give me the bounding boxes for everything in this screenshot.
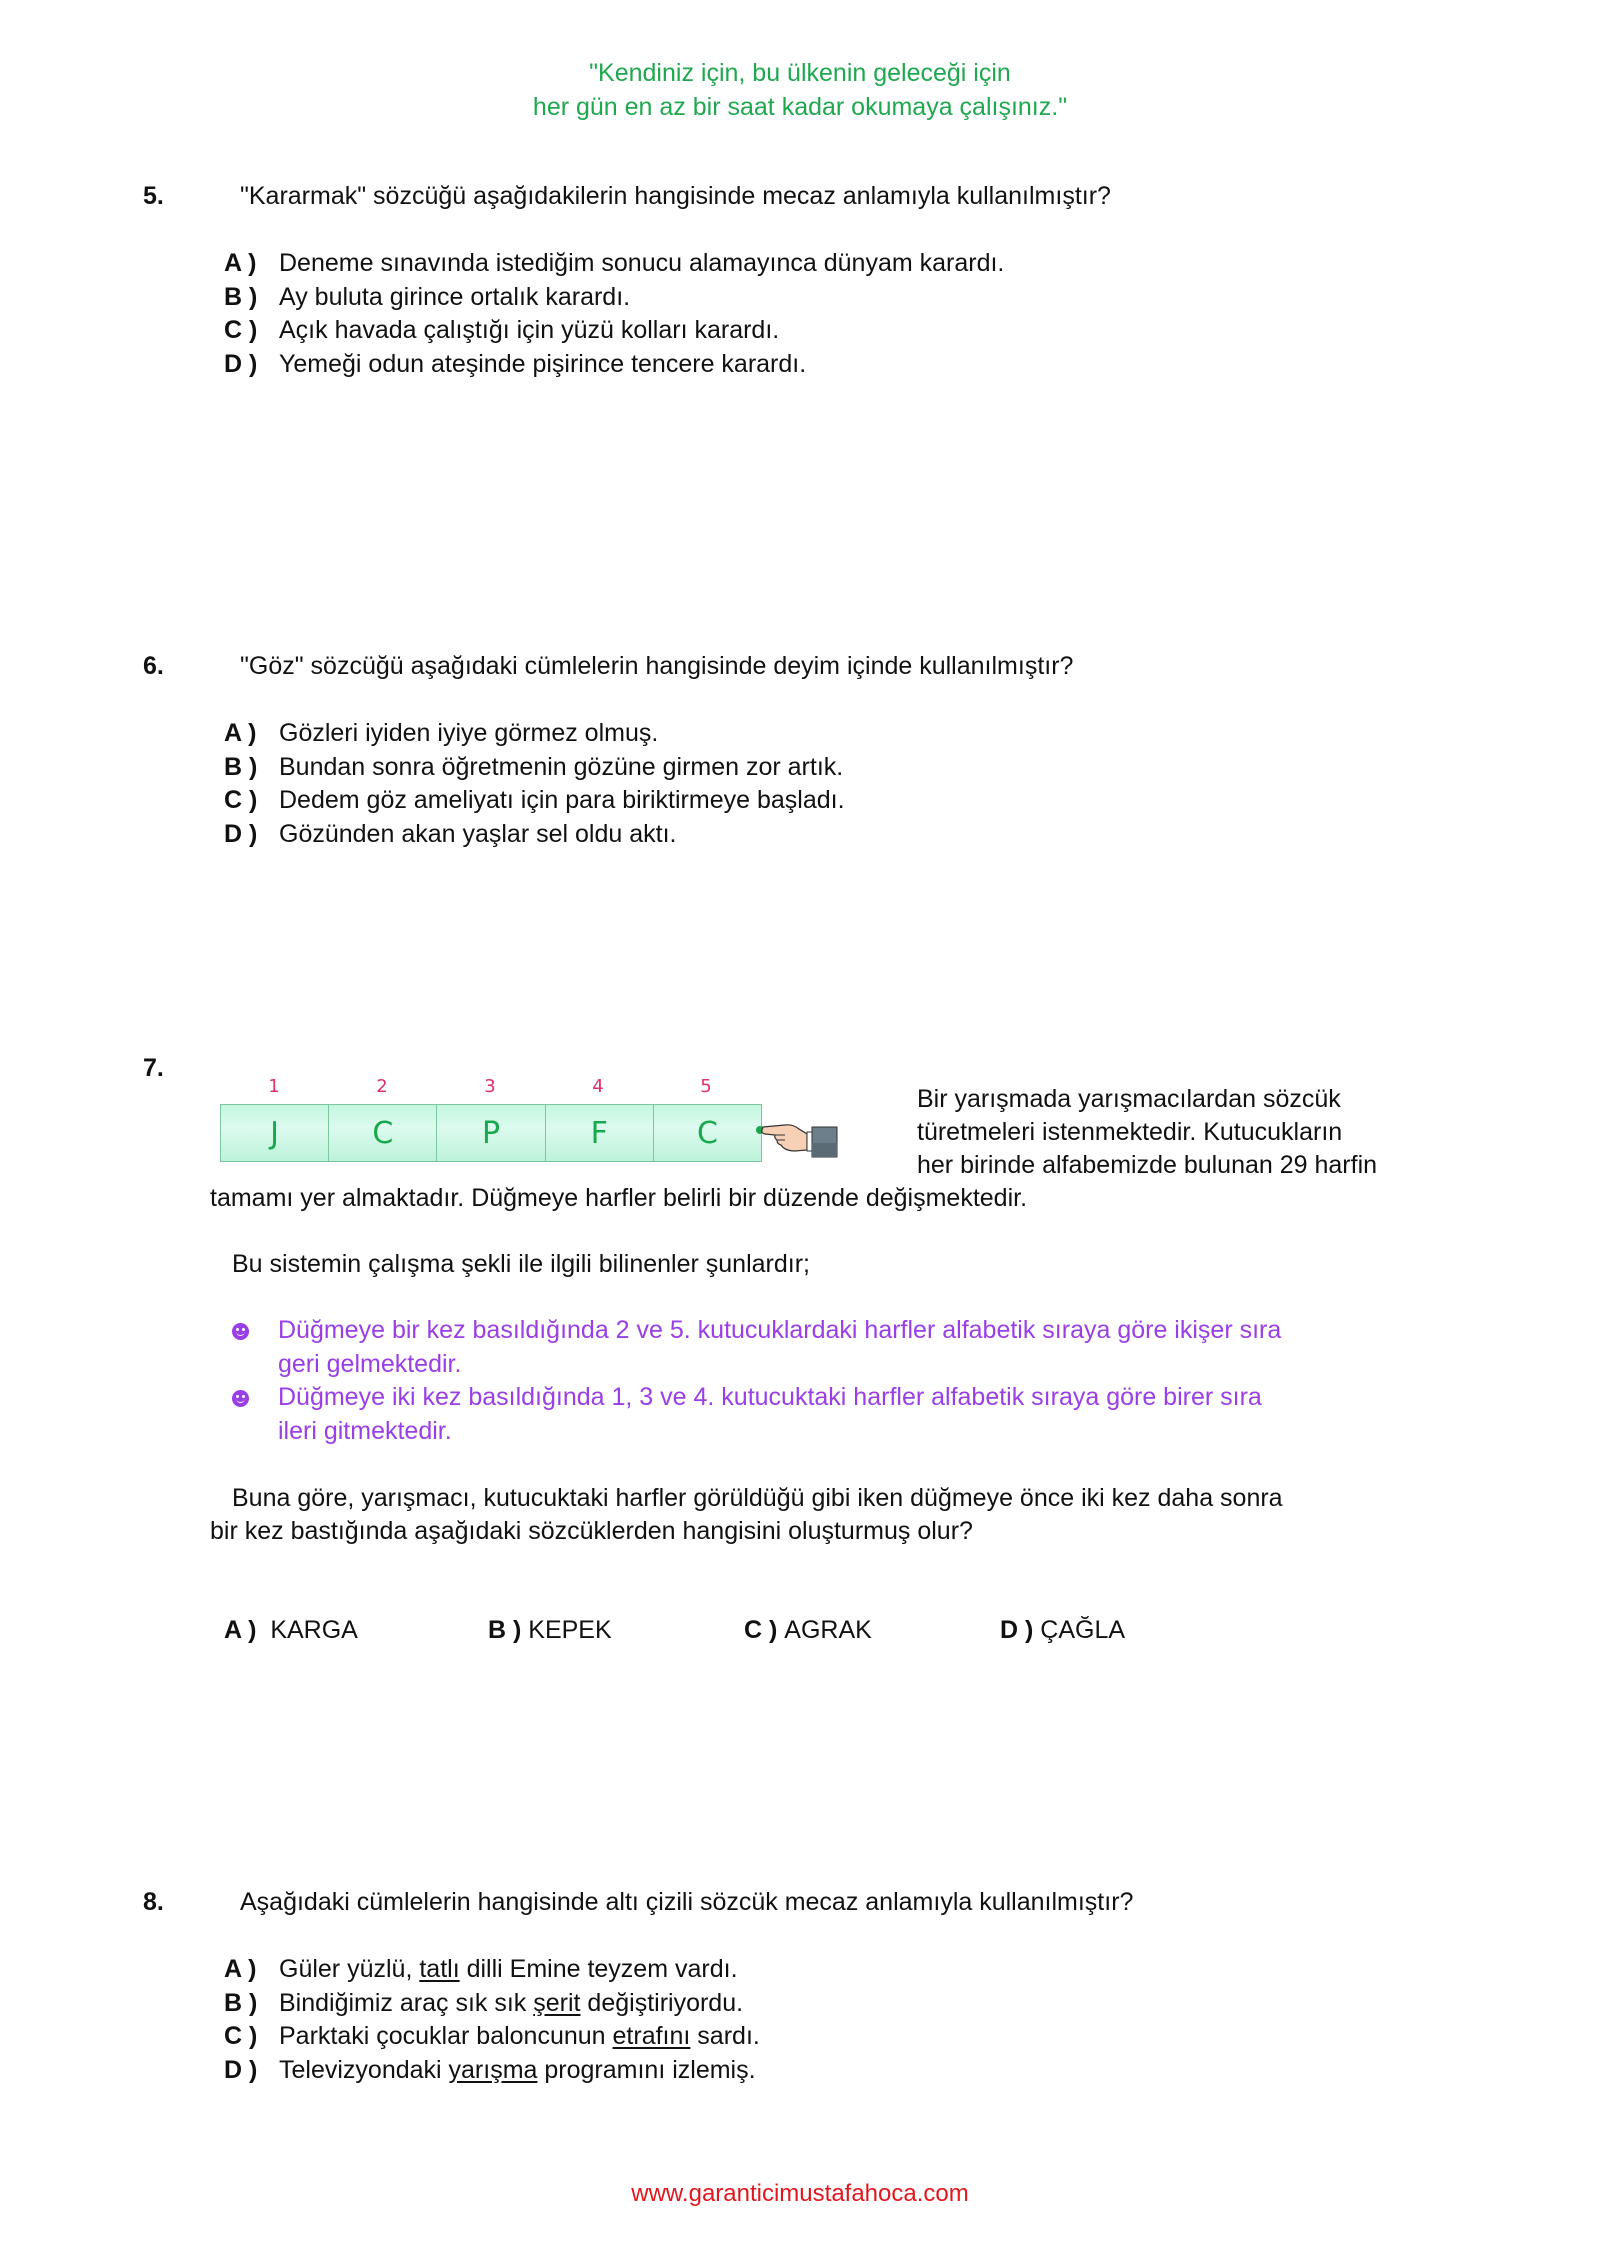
underlined-word: tatlı: [419, 1955, 460, 1983]
option-b[interactable]: [224, 1987, 760, 2021]
option-letter: C ): [224, 786, 258, 814]
option-text-post: dilli Emine teyzem vardı.: [459, 1955, 738, 1983]
option-letter: B ): [224, 752, 258, 781]
option-text: Deneme sınavında istediğim sonucu alamayınca dünyam karardı.: [279, 249, 1005, 277]
letter-box-4: F: [546, 1105, 654, 1161]
rules-intro: Bu sistemin çalışma şekli ile ilgili bilinenler şunlardır;: [232, 1250, 810, 1278]
rule-line: Düğmeye iki kez basıldığında 1, 3 ve 4. kutucuktaki harfler alfabetik sıraya göre birer sıra: [278, 1383, 1262, 1411]
rule-line: Düğmeye bir kez basıldığında 2 ve 5. kutucuklardaki harfler alfabetik sıraya göre ikişer sıra: [278, 1316, 1282, 1344]
option-letter: C ): [224, 2022, 258, 2050]
option-text-pre: Bindiğimiz araç sık sık: [279, 1988, 534, 2017]
quote-line-1: "Kendiniz için, bu ülkenin geleceği için: [589, 59, 1011, 87]
option-letter: B ): [224, 1988, 258, 2017]
underlined-word: etrafını: [612, 2022, 691, 2050]
rule-line: ileri gitmektedir.: [278, 1416, 452, 1445]
letter-box-2: C: [329, 1105, 437, 1161]
question-number: 7.: [143, 1054, 164, 1082]
option-letter: A ): [224, 1955, 257, 1983]
option-d[interactable]: [224, 818, 845, 852]
question-number: 6.: [143, 652, 164, 680]
underlined-word: yarışma: [448, 2055, 538, 2084]
option-text: Bundan sonra öğretmenin gözüne girmen zor artık.: [279, 752, 844, 781]
option-c[interactable]: [224, 2020, 760, 2054]
option-b[interactable]: [224, 281, 1004, 315]
rules-list: [230, 1314, 1418, 1448]
option-d[interactable]: [1000, 1616, 1125, 1645]
smiley-bullet-icon: [232, 1323, 249, 1340]
option-letter: C ): [224, 316, 258, 344]
options-list: [224, 1953, 760, 2087]
option-letter: B ): [488, 1616, 522, 1644]
option-letter: C ): [744, 1616, 778, 1644]
pointing-hand-icon: [755, 1110, 855, 1160]
option-text-pre: Parktaki çocuklar baloncunun: [279, 2022, 613, 2050]
option-a[interactable]: [224, 717, 845, 751]
option-text-pre: Televizyondaki: [279, 2055, 449, 2084]
letter-box-row: [220, 1104, 762, 1162]
underlined-word: şerit: [533, 1988, 581, 2017]
option-letter: D ): [1000, 1616, 1034, 1644]
box-number: 5: [700, 1076, 712, 1097]
option-letter: D ): [224, 2055, 258, 2084]
options-list: [224, 247, 1004, 381]
letter-box-5: C: [696, 1115, 718, 1151]
option-text: Açık havada çalıştığı için yüzü kolları karardı.: [279, 316, 780, 344]
options-list: [224, 717, 845, 851]
box-number-row: [220, 1076, 760, 1097]
option-b[interactable]: [224, 751, 845, 785]
box-number: 2: [376, 1076, 388, 1097]
option-a[interactable]: [224, 1953, 760, 1987]
letter-box-1: J: [221, 1105, 329, 1161]
option-text: Gözleri iyiden iyiye görmez olmuş.: [279, 719, 659, 747]
box-number: 3: [484, 1076, 496, 1097]
option-a[interactable]: [224, 1616, 358, 1645]
option-text: KARGA: [270, 1616, 358, 1644]
option-text-pre: Güler yüzlü,: [279, 1955, 420, 1983]
option-d[interactable]: [224, 2054, 760, 2088]
option-text: Yemeği odun ateşinde pişirince tencere karardı.: [279, 349, 807, 378]
letter-box-3: P: [437, 1105, 545, 1161]
quote-line-2: her gün en az bir saat kadar okumaya çalışınız.": [532, 93, 1068, 121]
rule-item: [230, 1314, 1418, 1381]
question-line-2: bir kez bastığında aşağıdaki sözcüklerden hangisini oluşturmuş olur?: [210, 1517, 973, 1545]
intro-line-1: Bir yarışmada yarışmacılardan sözcük: [917, 1085, 1341, 1113]
option-c[interactable]: [744, 1616, 872, 1645]
option-text: AGRAK: [784, 1616, 872, 1644]
rule-item: [230, 1381, 1418, 1448]
intro-line-4: tamamı yer almaktadır. Düğmeye harfler belirli bir düzende değişmektedir.: [210, 1184, 1028, 1212]
option-a[interactable]: [224, 247, 1004, 281]
option-text-post: sardı.: [690, 2022, 760, 2050]
question-text: "Göz" sözcüğü aşağıdaki cümlelerin hangisinde deyim içinde kullanılmıştır?: [240, 652, 1074, 680]
option-text-post: değiştiriyordu.: [580, 1988, 744, 2017]
option-d[interactable]: [224, 348, 1004, 382]
option-text-post: programını izlemiş.: [537, 2055, 756, 2084]
option-c[interactable]: [224, 784, 845, 818]
question-line-1: Buna göre, yarışmacı, kutucuktaki harfler görüldüğü gibi iken düğmeye önce iki kez daha sonra: [232, 1484, 1283, 1512]
motivational-quote: [0, 56, 1600, 124]
question-number: 5.: [143, 182, 164, 210]
option-text: Gözünden akan yaşlar sel oldu aktı.: [279, 819, 677, 848]
option-text: ÇAĞLA: [1040, 1616, 1126, 1644]
box-number: 1: [268, 1076, 280, 1097]
option-text: KEPEK: [528, 1616, 612, 1644]
smiley-bullet-icon: [232, 1390, 249, 1407]
option-letter: A ): [224, 249, 257, 277]
option-letter: A ): [224, 719, 257, 747]
option-b[interactable]: [488, 1616, 612, 1645]
box-number: 4: [592, 1076, 604, 1097]
option-text: Ay buluta girince ortalık karardı.: [279, 282, 631, 311]
footer-website-link[interactable]: www.garanticimustafahoca.com: [631, 2180, 969, 2207]
option-c[interactable]: [224, 314, 1004, 348]
intro-line-3: her birinde alfabemizde bulunan 29 harfin: [917, 1151, 1378, 1179]
option-letter: B ): [224, 282, 258, 311]
option-letter: D ): [224, 819, 258, 848]
rule-line: geri gelmektedir.: [278, 1349, 462, 1378]
question-number: 8.: [143, 1888, 164, 1916]
option-letter: A ): [224, 1616, 257, 1644]
option-text: Dedem göz ameliyatı için para biriktirmeye başladı.: [279, 786, 845, 814]
intro-line-2: türetmeleri istenmektedir. Kutucukların: [917, 1118, 1343, 1146]
question-text: Aşağıdaki cümlelerin hangisinde altı çizili sözcük mecaz anlamıyla kullanılmıştır?: [240, 1888, 1134, 1916]
option-letter: D ): [224, 349, 258, 378]
question-text: "Kararmak" sözcüğü aşağıdakilerin hangisinde mecaz anlamıyla kullanılmıştır?: [240, 182, 1111, 210]
